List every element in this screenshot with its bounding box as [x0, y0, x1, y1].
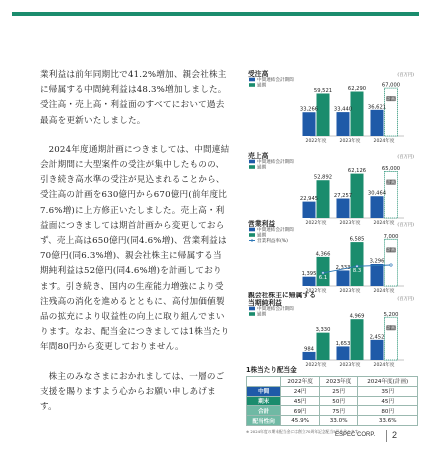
chart-operating-income: [246, 218, 416, 298]
dividend-row-total: [247, 406, 418, 416]
bar-value-label: 4,969: [349, 313, 365, 320]
legend-swatch: [249, 233, 255, 237]
legend-dot: [251, 239, 253, 241]
bar-value-label: 984: [304, 346, 314, 353]
bar-value-label: 2,333: [335, 264, 351, 271]
legend-label: 通期: [257, 233, 267, 239]
margin-value-label: 8.3: [352, 268, 362, 275]
table-cell: 33.6%: [358, 416, 418, 426]
legend-swatch: [249, 228, 255, 232]
bar-midyear: [371, 264, 384, 286]
chart-title: 営業利益: [248, 220, 276, 228]
bar-fullyear: [317, 333, 330, 360]
bar-value-label: 22,945: [299, 196, 319, 203]
legend-swatch: [249, 165, 255, 169]
bar-value-label: 3,330: [315, 327, 331, 334]
x-tick-label: 2023年度: [339, 363, 361, 368]
bar-value-label: 52,892: [313, 174, 333, 181]
table-cell: 24円: [281, 386, 320, 396]
chart-orders: [246, 68, 416, 148]
legend-swatch: [249, 78, 255, 82]
forecast-label: (計画): [385, 179, 397, 185]
bar-value-label: 5,200: [383, 311, 399, 318]
dividend-col-2022: 2022年度: [281, 377, 320, 387]
bar-midyear: [337, 199, 350, 218]
bar-value-label: 65,000: [381, 166, 401, 173]
paragraph-1: 業利益は前年同期比で41.2%増加、親会社株主に帰属する中間純利益は48.3%増加しました。受注高・売上高・利益面のすべてにおいて過去最高を更新いたしました。: [40, 70, 227, 126]
dividend-note: ※ 2024年度の期末配当金には創立70周年記念配当5円を含みます。: [246, 428, 362, 434]
legend-swatch: [249, 312, 255, 316]
orders-bar-chart: [246, 68, 416, 148]
x-tick-label: 2022年度: [305, 363, 327, 368]
bar-fullyear: [351, 242, 364, 286]
x-tick-label: 2023年度: [339, 289, 361, 294]
bar-value-label: 7,000: [383, 233, 399, 240]
x-tick-label: 2024年度: [373, 363, 395, 368]
table-cell: 45円: [281, 396, 320, 406]
dividend-row-payout: [247, 416, 418, 426]
chart-title: 当期純利益: [248, 299, 282, 307]
table-cell: 25円: [319, 386, 358, 396]
bar-value-label: 59,521: [313, 87, 333, 94]
dividend-col-2024: 2024年度(計画): [358, 377, 418, 387]
row-label-payout: 配当性向: [247, 416, 281, 426]
legend-swatch: [249, 160, 255, 164]
forecast-label: (計画): [385, 325, 397, 331]
chart-title: 親会社株主に帰属する: [248, 292, 316, 299]
legend-label: 通期: [257, 165, 267, 171]
dividend-header-row: [247, 377, 418, 387]
legend-swatch: [249, 307, 255, 311]
bar-midyear: [303, 352, 316, 360]
x-tick-label: 2022年度: [305, 289, 327, 294]
body-text: [40, 68, 230, 429]
bar-fullyear: [351, 92, 364, 136]
dividend-title: 1株当たり配当金: [246, 366, 297, 374]
legend-label: 中間連結会計期間: [257, 160, 294, 165]
paragraph-3: 株主のみなさまにおかれましては、一層のご支援を賜りますよう心からお願い申しあげます。: [40, 371, 225, 413]
legend-label: 中間連結会計期間: [257, 78, 294, 83]
chart-net-income: [246, 292, 416, 372]
dividend-row-midyear: [247, 386, 418, 396]
row-label-total: 合計: [247, 406, 281, 416]
bar-value-label: 1,395: [301, 271, 317, 278]
dividend-row-yearend: [247, 396, 418, 406]
page-number: 2: [392, 430, 398, 440]
bar-fullyear: [317, 180, 330, 218]
bar-midyear: [337, 112, 350, 136]
table-cell: 33.0%: [319, 416, 358, 426]
legend-label: 通期: [257, 312, 267, 318]
legend-label: 中間連結会計期間: [257, 307, 294, 312]
bar-value-label: 33,266: [299, 106, 319, 113]
bar-value-label: 2,452: [369, 334, 385, 341]
header-accent-bar: [12, 12, 419, 16]
bar-value-label: 33,440: [333, 106, 353, 113]
dividend-table: [246, 376, 418, 426]
chart-unit: (百万円): [397, 73, 414, 78]
chart-unit: (百万円): [397, 297, 414, 302]
bar-value-label: 30,464: [367, 190, 387, 197]
bar-fullyear: [351, 319, 364, 360]
chart-title: 売上高: [248, 152, 269, 160]
row-label-yearend: 期末: [247, 396, 281, 406]
legend-label: 通期: [257, 83, 267, 89]
paragraph-2: 2024年度通期計画につきましては、中間連結会計期間に大型案件の受注が集中したものの、引き続き高水準の受注が見込まれることから、受注高の計画を630億円から670億円(前年度比7.6%増)に上方修正いたしました。売上高・利益面につきましては期首計画から変更しておらず、売上高は650億円(同4.6%増)、営業利益は70億円(同6.3%増)、親会社株主に帰属する当期純利益は52億円(同4.6%増)を計画しております。引き続き、国内の生産能力増強により受注残高の消化を進めるとともに、高付加価値製品の拡充により収益性の向上に取り組んでまいります。なお、配当金につきましては1株当たり年間80円から変更しておりません。: [40, 144, 230, 353]
operating-income-bar-chart: [246, 218, 416, 298]
bar-midyear: [303, 112, 316, 136]
bar-value-label: 6,585: [349, 236, 365, 243]
table-cell: 45.9%: [281, 416, 320, 426]
bar-value-label: 67,000: [381, 82, 401, 89]
table-cell: 35円: [358, 386, 418, 396]
bar-midyear: [371, 340, 384, 360]
dividend-col-2023: 2023年度: [319, 377, 358, 387]
x-tick-label: 2024年度: [373, 139, 395, 144]
margin-point: [390, 264, 392, 266]
footer-divider: [386, 430, 387, 442]
legend-label: 営業利益率(%): [257, 239, 288, 244]
bar-value-label: 1,653: [335, 340, 351, 347]
chart-unit: (百万円): [397, 223, 414, 228]
x-tick-label: 2023年度: [339, 221, 361, 226]
dividend-col-blank: [247, 377, 281, 387]
bar-fullyear-forecast: [385, 317, 398, 360]
bar-midyear: [303, 277, 316, 286]
bar-midyear: [371, 110, 384, 136]
bar-value-label: 36,621: [367, 104, 387, 111]
dividend-table-block: [246, 364, 418, 435]
chart-title: 受注高: [248, 70, 269, 78]
x-tick-label: 2023年度: [339, 139, 361, 144]
margin-value-label: 10.8: [385, 267, 397, 273]
forecast-label: (計画): [385, 95, 397, 101]
margin-point: [356, 265, 358, 267]
margin-point: [322, 272, 324, 274]
x-tick-label: 2022年度: [305, 221, 327, 226]
bar-midyear: [337, 270, 350, 286]
table-cell: 80円: [358, 406, 418, 416]
bar-fullyear: [317, 93, 330, 136]
bar-midyear: [371, 196, 384, 218]
footer-brand: ESPEC CORP.: [335, 432, 376, 438]
x-tick-label: 2022年度: [305, 139, 327, 144]
legend-label: 中間連結会計期間: [257, 228, 294, 233]
bar-value-label: 62,126: [347, 168, 367, 175]
bar-midyear: [337, 346, 350, 360]
bar-fullyear: [351, 174, 364, 218]
row-label-midyear: 中間: [247, 386, 281, 396]
table-cell: 69円: [281, 406, 320, 416]
bar-value-label: 4,366: [315, 251, 331, 258]
table-cell: 50円: [319, 396, 358, 406]
bar-value-label: 3,296: [369, 258, 385, 265]
x-tick-label: 2024年度: [373, 221, 395, 226]
table-cell: 75円: [319, 406, 358, 416]
x-tick-label: 2024年度: [373, 289, 395, 294]
bar-value-label: 27,257: [333, 193, 353, 200]
bar-midyear: [303, 202, 316, 218]
table-cell: 45円: [358, 396, 418, 406]
chart-unit: (百万円): [397, 155, 414, 160]
bar-value-label: 62,290: [347, 86, 367, 93]
margin-value-label: 6.1: [318, 274, 328, 281]
legend-swatch: [249, 83, 255, 87]
net-income-bar-chart: [246, 292, 416, 372]
forecast-label: (計画): [385, 247, 397, 253]
